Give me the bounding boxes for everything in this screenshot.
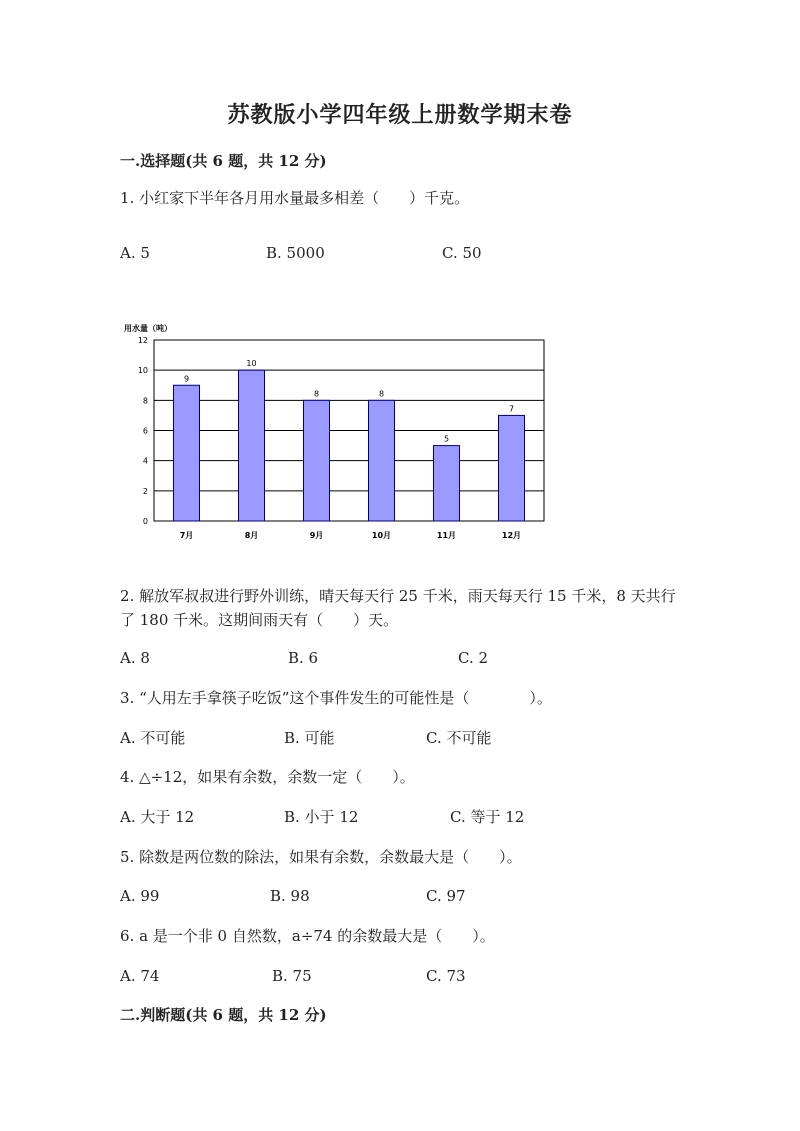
- x-tick-label: 7月: [179, 531, 194, 540]
- section-heading-judgement: 二.判断题(共 6 题，共 12 分): [120, 1006, 327, 1024]
- question-5-text: 5. 除数是两位数的除法，如果有余数，余数最大是（ ）。: [120, 848, 522, 866]
- y-tick-label: 4: [142, 456, 148, 466]
- data-label: 5: [443, 434, 450, 444]
- y-axis-label: 用水量（吨）: [124, 324, 172, 333]
- option-a[interactable]: A. 大于 12: [120, 808, 195, 826]
- bar: [369, 400, 395, 521]
- question-2-options: [120, 646, 680, 670]
- question-4-text: 4. △÷12，如果有余数，余数一定（ ）。: [120, 768, 415, 786]
- section-heading-choice: 一.选择题(共 6 题，共 12 分): [120, 152, 327, 170]
- data-label: 8: [313, 389, 320, 399]
- option-c[interactable]: C. 2: [458, 649, 489, 667]
- question-6-options: [120, 964, 680, 988]
- bar: [434, 446, 460, 521]
- x-tick-label: 11月: [436, 531, 457, 540]
- exam-title: 苏教版小学四年级上册数学期末卷: [227, 102, 573, 128]
- question-3-text: 3. “人用左手拿筷子吃饭”这个事件发生的可能性是（ ）。: [120, 689, 552, 707]
- water-usage-bar-chart: [118, 318, 558, 548]
- y-tick-label: 12: [137, 336, 148, 345]
- data-label: 10: [246, 359, 257, 369]
- option-a[interactable]: A. 99: [120, 887, 160, 905]
- option-a[interactable]: A. 8: [120, 649, 150, 667]
- option-b[interactable]: B. 98: [270, 887, 310, 905]
- y-tick-label: 8: [142, 396, 148, 406]
- bar: [174, 385, 200, 521]
- option-c[interactable]: C. 97: [426, 887, 466, 905]
- x-tick-label: 9月: [309, 531, 324, 540]
- data-label: 8: [378, 389, 385, 399]
- y-tick-label: 0: [142, 517, 148, 526]
- bar: [304, 400, 330, 521]
- y-tick-label: 2: [142, 486, 148, 496]
- question-2-text: 2. 解放军叔叔进行野外训练，晴天每天行 25 千米，雨天每天行 15 千米，8 天共行了 180 千米。这期间雨天有（ ）天。: [120, 587, 676, 629]
- data-label: 7: [508, 404, 515, 414]
- x-tick-label: 12月: [501, 531, 522, 540]
- option-a[interactable]: A. 不可能: [120, 729, 186, 747]
- x-tick-label: 8月: [244, 531, 259, 540]
- bar: [499, 415, 525, 521]
- option-b[interactable]: B. 小于 12: [284, 808, 359, 826]
- option-b[interactable]: B. 6: [288, 649, 319, 667]
- question-4-options: [120, 805, 680, 829]
- y-tick-label: 6: [142, 426, 148, 436]
- bar: [239, 370, 265, 521]
- question-3-options: [120, 726, 680, 750]
- question-1-options: [120, 241, 680, 265]
- option-a[interactable]: A. 74: [120, 967, 160, 985]
- option-c[interactable]: C. 73: [426, 967, 466, 985]
- option-b[interactable]: B. 可能: [284, 729, 335, 747]
- x-tick-label: 10月: [371, 531, 392, 540]
- option-b[interactable]: B. 5000: [266, 244, 325, 262]
- question-6-text: 6. a 是一个非 0 自然数，a÷74 的余数最大是（ ）。: [120, 927, 495, 945]
- option-b[interactable]: B. 75: [272, 967, 312, 985]
- option-c[interactable]: C. 50: [442, 244, 482, 262]
- option-c[interactable]: C. 等于 12: [450, 808, 525, 826]
- data-label: 9: [183, 374, 190, 384]
- question-1-text: 1. 小红家下半年各月用水量最多相差（ ）千克。: [120, 189, 470, 207]
- y-tick-label: 10: [137, 366, 148, 376]
- question-5-options: [120, 884, 680, 908]
- option-a[interactable]: A. 5: [120, 244, 150, 262]
- option-c[interactable]: C. 不可能: [426, 729, 492, 747]
